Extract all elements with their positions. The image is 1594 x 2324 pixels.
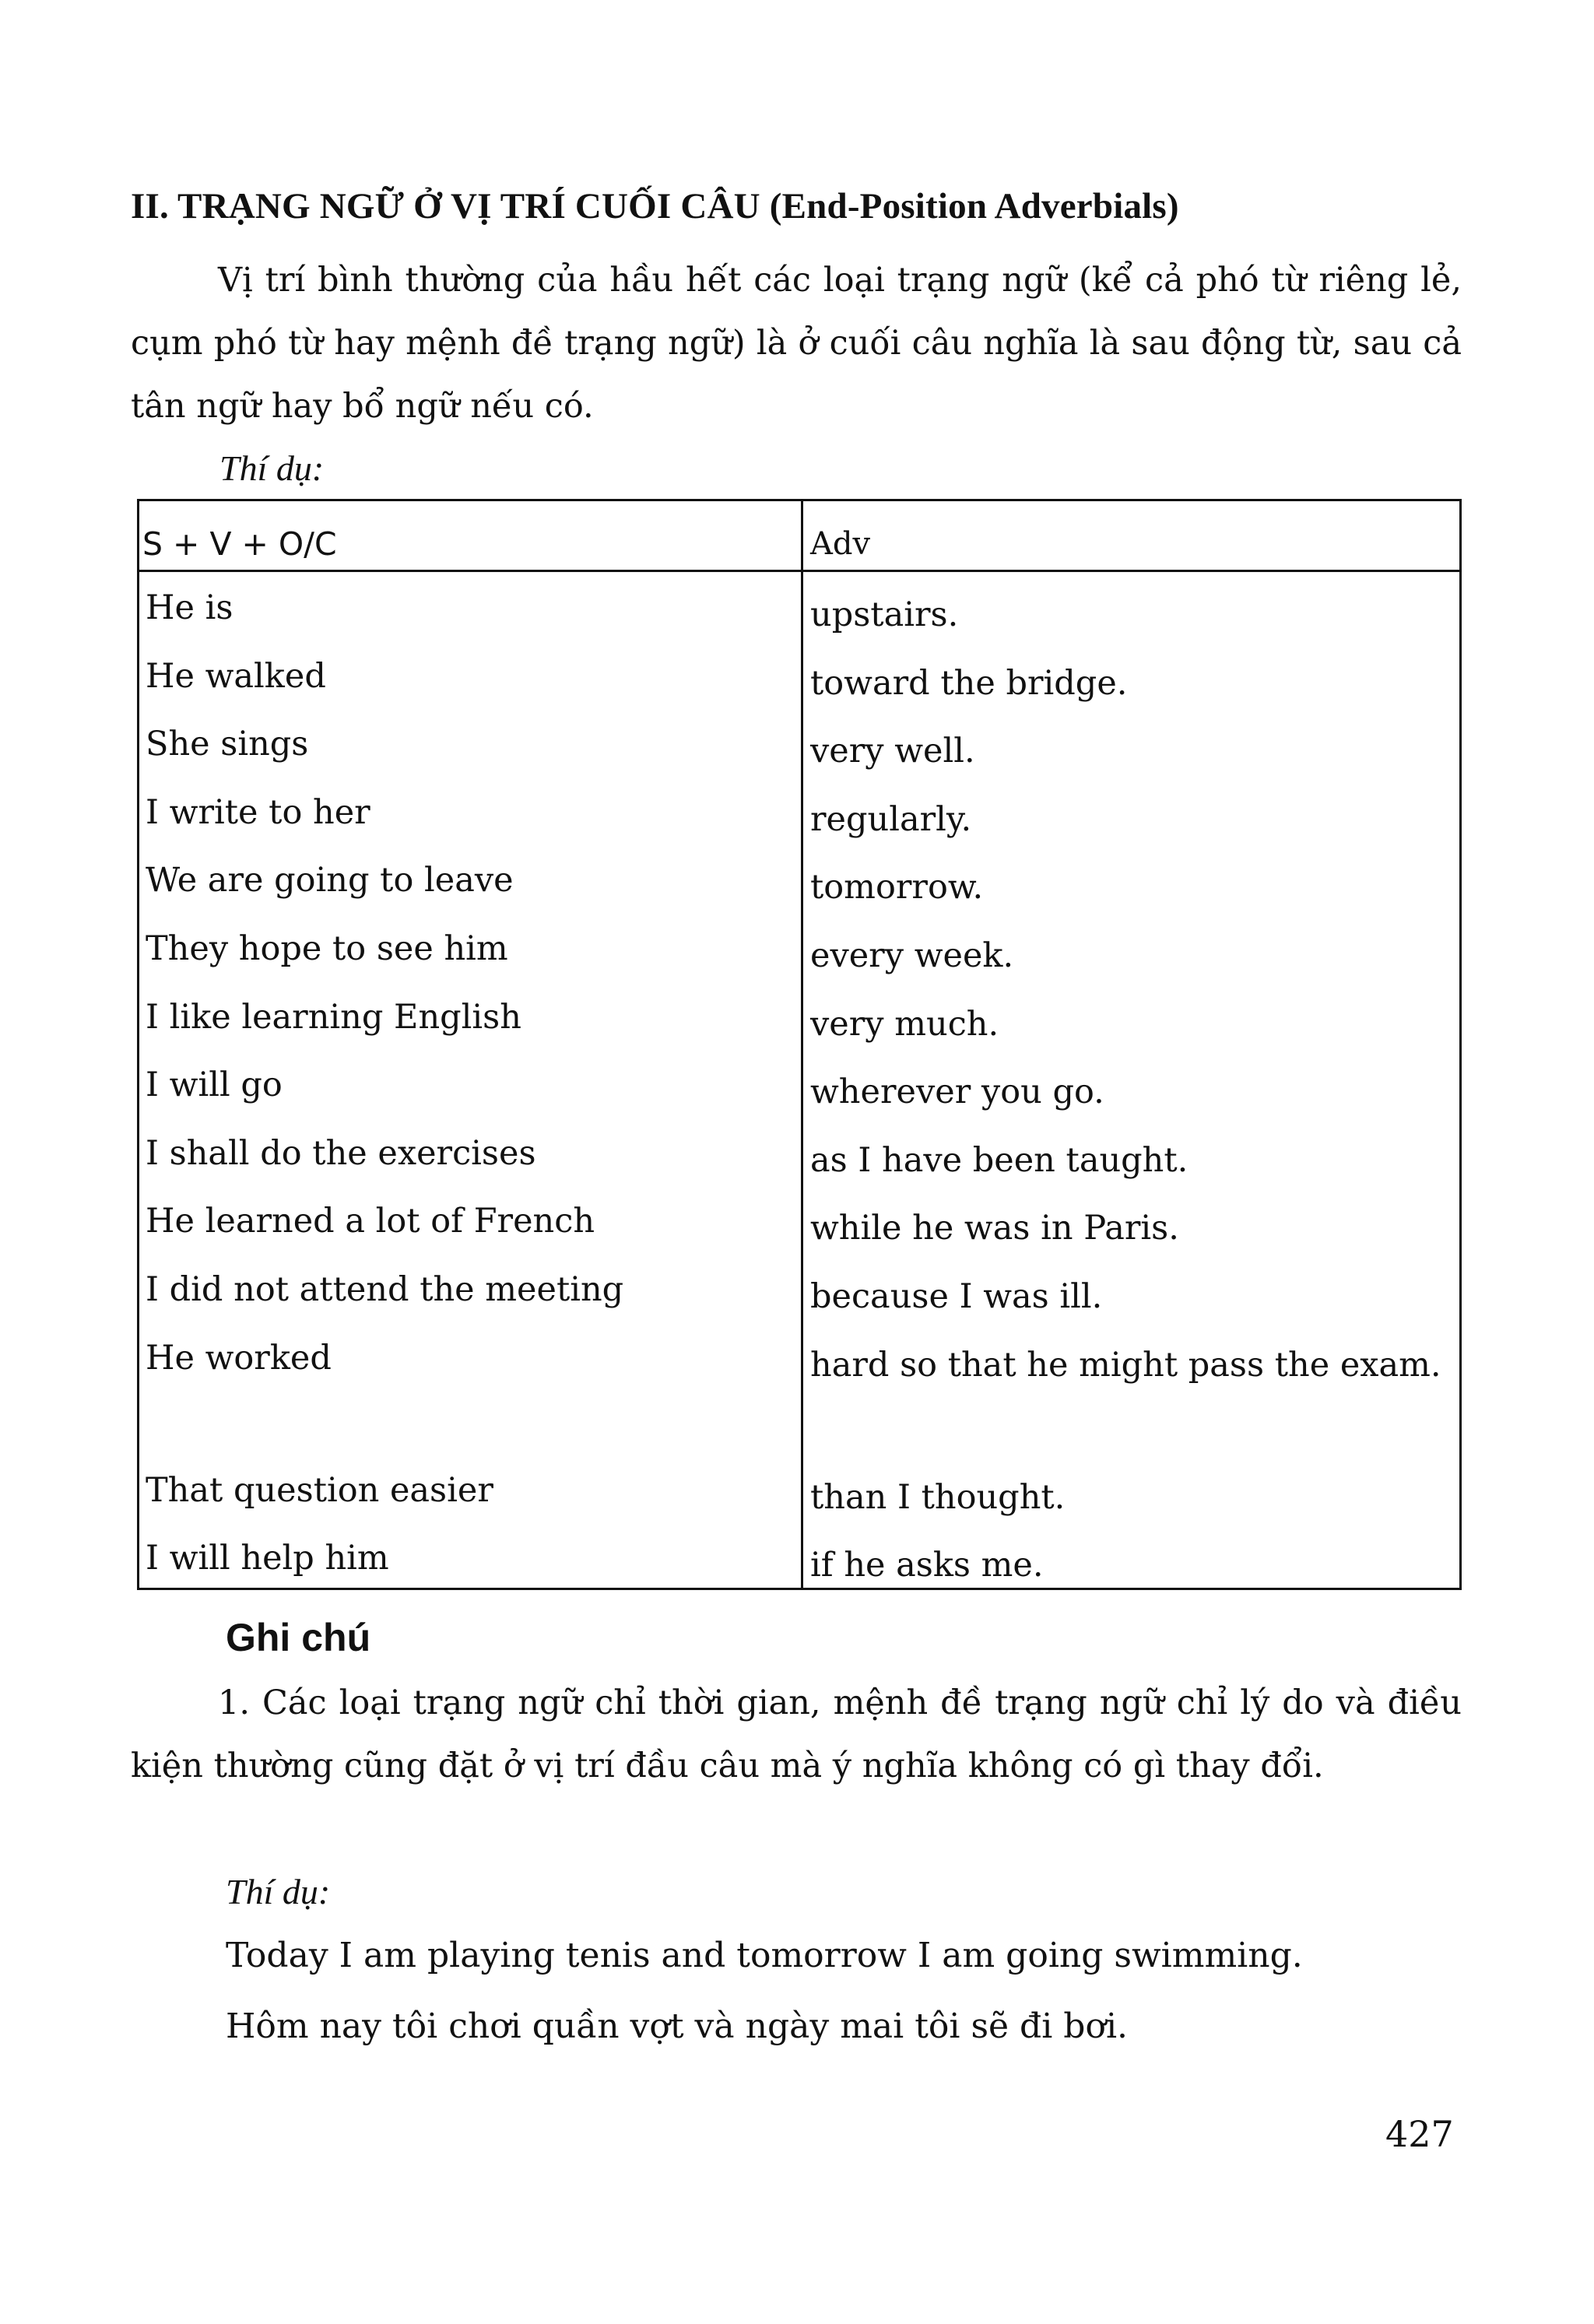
note-item-1: 1. Các loại trạng ngữ chỉ thời gian, mệnh đề trạng ngữ chỉ lý do và điều kiện thường cũng đặt ở vị trí đầu câu mà ý nghĩa không có gì thay đổi.	[131, 1683, 1462, 1785]
table-row	[139, 1134, 1459, 1202]
table-row	[139, 1202, 1459, 1270]
clause-cell: I will help him	[146, 1539, 389, 1578]
table-row	[139, 1539, 1459, 1607]
adverb-cell: wherever you go.	[810, 1072, 1104, 1112]
table-header-clause: S + V + O/C	[142, 525, 337, 563]
clause-cell: That question easier	[146, 1470, 493, 1510]
adverb-cell: very well.	[810, 732, 975, 771]
adverb-cell: toward the bridge.	[810, 663, 1128, 703]
adverb-cell: than I thought.	[810, 1477, 1066, 1517]
example-sentence-vietnamese: Hôm nay tôi chơi quần vợt và ngày mai tôi sẽ đi bơi.	[226, 2006, 1128, 2046]
clause-cell: I did not attend the meeting	[146, 1269, 624, 1309]
table-row	[139, 1065, 1459, 1134]
table-row	[139, 1471, 1459, 1539]
example-label: Thí dụ:	[219, 448, 325, 488]
clause-cell: He is	[146, 588, 233, 627]
clause-cell: She sings	[146, 725, 309, 764]
page-number: 427	[1385, 2113, 1454, 2155]
table-header-adverb: Adv	[810, 526, 871, 562]
clause-cell: I like learning English	[146, 997, 521, 1037]
adverb-cell: hard so that he might pass the exam.	[810, 1345, 1441, 1385]
adverb-cell: upstairs.	[810, 595, 959, 634]
intro-paragraph: Vị trí bình thường của hầu hết các loại trạng ngữ (kể cả phó từ riêng lẻ, cụm phó từ hay mệnh đề trạng ngữ) là ở cuối câu nghĩa là sau động từ, sau cả tân ngữ hay bổ ngữ nếu có.	[131, 261, 1462, 426]
clause-cell: We are going to leave	[146, 861, 514, 900]
adverb-cell: if he asks me.	[810, 1546, 1044, 1585]
adverb-cell: very much.	[810, 1004, 999, 1044]
clause-cell: He learned a lot of French	[146, 1202, 595, 1241]
table-row	[139, 657, 1459, 725]
adverb-cell: as I have been taught.	[810, 1140, 1188, 1180]
example-sentence-english: Today I am playing tenis and tomorrow I am going swimming.	[226, 1936, 1303, 1975]
note-heading: Ghi chú	[226, 1616, 371, 1659]
clause-cell: He walked	[146, 656, 326, 696]
adverbial-table	[137, 499, 1462, 1590]
clause-cell: I write to her	[146, 792, 370, 832]
adverb-cell: regularly.	[810, 799, 972, 839]
adverb-cell: while he was in Paris.	[810, 1209, 1179, 1248]
clause-cell: I will go	[146, 1065, 283, 1105]
table-header-rule	[139, 570, 1459, 572]
table-row	[139, 1339, 1459, 1471]
clause-cell: He worked	[146, 1338, 332, 1378]
table-row	[139, 793, 1459, 862]
table-row	[139, 588, 1459, 657]
adverb-cell: because I was ill.	[810, 1276, 1103, 1316]
table-body	[139, 588, 1459, 1607]
note-example-label: Thí dụ:	[226, 1872, 331, 1912]
clause-cell: I shall do the exercises	[146, 1133, 536, 1173]
table-row	[139, 998, 1459, 1066]
adverb-cell: tomorrow.	[810, 868, 984, 907]
table-row	[139, 861, 1459, 929]
table-row	[139, 929, 1459, 998]
table-row	[139, 725, 1459, 793]
table-row	[139, 1270, 1459, 1339]
adverb-cell: every week.	[810, 936, 1014, 975]
clause-cell: They hope to see him	[146, 929, 508, 968]
section-heading: II. TRẠNG NGỮ Ở VỊ TRÍ CUỐI CÂU (End-Position Adverbials)	[131, 186, 1179, 226]
